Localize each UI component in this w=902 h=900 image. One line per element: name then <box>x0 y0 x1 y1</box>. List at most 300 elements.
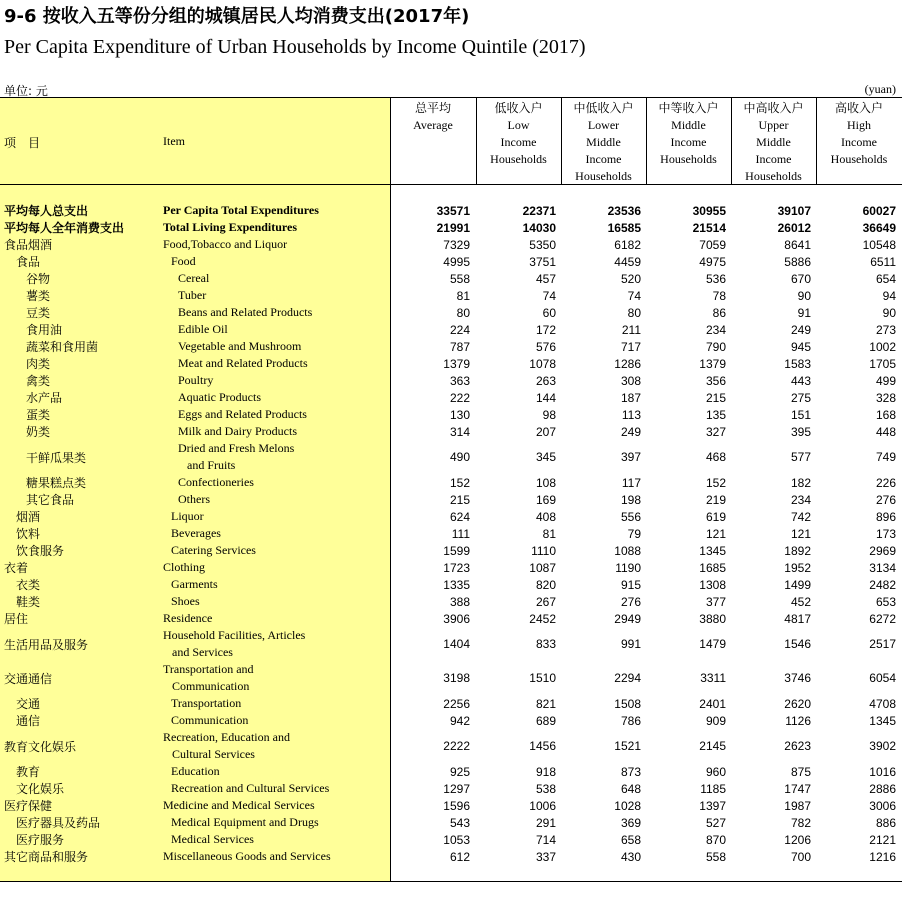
cell-value: 151 <box>790 407 811 422</box>
cell-value: 172 <box>535 322 556 337</box>
row-label-en-line: Total Living Expenditures <box>163 220 298 234</box>
column-header-en: Households <box>575 169 632 183</box>
cell-value: 1747 <box>784 781 811 796</box>
cell-value: 14030 <box>522 220 556 235</box>
cell-value: 790 <box>705 339 726 354</box>
cell-value: 4975 <box>699 254 726 269</box>
row-label-en <box>171 593 200 610</box>
column-header <box>561 100 646 184</box>
table-row <box>0 593 902 610</box>
row-label-en-line: Others <box>178 492 210 506</box>
cell-value: 6511 <box>870 254 896 269</box>
row-label-en <box>178 389 261 406</box>
row-label-en-line: and Services <box>172 645 233 659</box>
cell-value: 1404 <box>443 637 470 651</box>
table-row <box>0 848 902 865</box>
row-label-en-line: Tuber <box>178 288 207 302</box>
row-label-en <box>178 270 209 287</box>
row-label-en-line: Education <box>171 764 220 778</box>
cell-value: 714 <box>535 832 556 847</box>
row-label-en <box>178 372 213 389</box>
row-label-en-line: Liquor <box>171 509 204 523</box>
cell-value: 39107 <box>777 203 811 218</box>
row-label-cn: 平均每人全年消费支出 <box>4 221 125 235</box>
row-label-en-line: Household Facilities, Articles <box>163 628 306 642</box>
cell-value: 135 <box>705 407 726 422</box>
cell-value: 249 <box>620 424 641 439</box>
cell-value: 273 <box>875 322 896 337</box>
cell-value: 1499 <box>784 577 811 592</box>
column-header-en: Middle <box>586 135 621 149</box>
cell-value: 395 <box>790 424 811 439</box>
table-row <box>0 389 902 406</box>
row-label-en <box>163 797 315 814</box>
cell-value: 6182 <box>614 237 641 252</box>
cell-value: 10548 <box>862 237 896 252</box>
cell-value: 653 <box>875 594 896 609</box>
row-label-en-line: Medicine and Medical Services <box>163 798 315 812</box>
cell-value: 215 <box>705 390 726 405</box>
row-label-cn: 衣类 <box>16 578 41 592</box>
row-label-en <box>178 321 228 338</box>
row-label-cn: 交通通信 <box>4 671 53 686</box>
table-row <box>0 270 902 287</box>
cell-value: 648 <box>620 781 641 796</box>
table-row <box>0 610 902 627</box>
row-label-cn: 居住 <box>4 612 29 626</box>
cell-value: 1126 <box>785 713 811 728</box>
row-label-cn: 饮料 <box>16 527 41 541</box>
cell-value: 3198 <box>443 671 470 685</box>
cell-value: 356 <box>705 373 726 388</box>
cell-value: 222 <box>449 390 470 405</box>
row-label-cn: 医疗服务 <box>16 833 65 847</box>
cell-value: 5350 <box>529 237 556 252</box>
column-header <box>731 100 816 184</box>
table-row <box>0 729 902 763</box>
cell-value: 219 <box>705 492 726 507</box>
cell-value: 130 <box>449 407 470 422</box>
cell-value: 558 <box>705 849 726 864</box>
cell-value: 117 <box>621 475 641 490</box>
cell-value: 94 <box>882 288 896 303</box>
cell-value: 90 <box>882 305 896 320</box>
row-label-en-line: Confectioneries <box>178 475 254 489</box>
cell-value: 182 <box>790 475 811 490</box>
cell-value: 7059 <box>699 237 726 252</box>
cell-value: 121 <box>705 526 726 541</box>
table-row <box>0 440 902 474</box>
column-header-en: Households <box>830 152 888 166</box>
cell-value: 7329 <box>443 237 470 252</box>
cell-value: 33571 <box>436 203 470 218</box>
row-label-en <box>171 831 254 848</box>
row-label-en <box>163 627 305 661</box>
cell-value: 1206 <box>784 832 811 847</box>
table-row <box>0 712 902 729</box>
cell-value: 457 <box>535 271 556 286</box>
row-label-en-line: Poultry <box>178 373 214 387</box>
cell-value: 169 <box>535 492 556 507</box>
cell-value: 2401 <box>699 696 726 711</box>
cell-value: 2256 <box>443 696 470 711</box>
cell-value: 2517 <box>869 637 896 651</box>
row-label-en-line: Food <box>171 254 196 268</box>
row-label-en <box>171 253 196 270</box>
top-rule <box>0 97 902 98</box>
table-row <box>0 219 902 236</box>
cell-value: 3746 <box>784 671 811 685</box>
column-header <box>390 100 476 184</box>
cell-value: 1397 <box>699 798 726 813</box>
cell-value: 78 <box>712 288 726 303</box>
cell-value: 90 <box>797 288 811 303</box>
cell-value: 91 <box>797 305 811 320</box>
cell-value: 1892 <box>784 543 811 558</box>
row-label-en-line: Milk and Dairy Products <box>178 424 297 438</box>
cell-value: 363 <box>449 373 470 388</box>
row-label-en <box>163 559 205 576</box>
row-label-en-line: Medical Services <box>171 832 254 846</box>
cell-value: 1508 <box>614 696 641 711</box>
row-label-en-line: Cultural Services <box>172 747 255 761</box>
cell-value: 337 <box>535 849 556 864</box>
row-label-en-line: Eggs and Related Products <box>178 407 307 421</box>
cell-value: 821 <box>535 696 556 711</box>
row-label-en-line: Dried and Fresh Melons <box>178 441 295 455</box>
cell-value: 960 <box>705 764 726 779</box>
cell-value: 111 <box>451 526 470 541</box>
cell-value: 1583 <box>784 356 811 371</box>
cell-value: 468 <box>705 450 726 464</box>
column-header-cn: 总平均 <box>414 101 451 115</box>
cell-value: 909 <box>705 713 726 728</box>
cell-value: 875 <box>790 764 811 779</box>
cell-value: 234 <box>790 492 811 507</box>
cell-value: 1521 <box>614 739 641 753</box>
cell-value: 1379 <box>699 356 726 371</box>
cell-value: 2949 <box>614 611 641 626</box>
column-header <box>816 100 902 184</box>
cell-value: 1723 <box>443 560 470 575</box>
cell-value: 144 <box>535 390 556 405</box>
cell-value: 80 <box>456 305 470 320</box>
row-label-cn: 衣着 <box>4 561 29 575</box>
column-header-en: Income <box>670 135 707 149</box>
cell-value: 263 <box>535 373 556 388</box>
cell-value: 1088 <box>614 543 641 558</box>
cell-value: 1286 <box>614 356 641 371</box>
unit-label-en: (yuan) <box>864 82 896 96</box>
cell-value: 1705 <box>869 356 896 371</box>
cell-value: 612 <box>449 849 470 864</box>
table-row <box>0 508 902 525</box>
cell-value: 224 <box>449 322 470 337</box>
cell-value: 3880 <box>699 611 726 626</box>
column-header-en: Income <box>585 152 622 166</box>
cell-value: 3006 <box>869 798 896 813</box>
row-label-cn: 生活用品及服务 <box>4 637 89 652</box>
cell-value: 717 <box>620 339 641 354</box>
cell-value: 670 <box>790 271 811 286</box>
cell-value: 556 <box>620 509 641 524</box>
row-label-en-line: Communication <box>171 713 249 727</box>
cell-value: 81 <box>456 288 470 303</box>
row-label-en <box>171 542 256 559</box>
row-label-cn: 食品烟酒 <box>4 238 53 252</box>
table-row <box>0 814 902 831</box>
row-label-cn: 文化娱乐 <box>16 782 65 796</box>
cell-value: 2623 <box>784 739 811 753</box>
cell-value: 786 <box>620 713 641 728</box>
row-label-cn: 干鲜瓜果类 <box>26 450 87 465</box>
cell-value: 945 <box>790 339 811 354</box>
table-row <box>0 831 902 848</box>
cell-value: 1345 <box>699 543 726 558</box>
row-label-cn: 蛋类 <box>26 408 51 422</box>
column-header-en: Income <box>755 152 792 166</box>
column-header-en: Income <box>841 135 877 149</box>
table-row <box>0 355 902 372</box>
table-body <box>0 202 902 865</box>
cell-value: 820 <box>535 577 556 592</box>
cell-value: 249 <box>790 322 811 337</box>
cell-value: 369 <box>620 815 641 830</box>
row-label-cn: 教育 <box>16 765 41 779</box>
row-label-en-line: Cereal <box>178 271 210 285</box>
cell-value: 1002 <box>869 339 896 354</box>
cell-value: 1952 <box>784 560 811 575</box>
cell-value: 388 <box>449 594 470 609</box>
row-label-cn: 水产品 <box>26 391 63 405</box>
row-label-cn: 通信 <box>16 714 41 728</box>
column-header-en: Upper <box>758 118 789 132</box>
cell-value: 443 <box>790 373 811 388</box>
row-label-en-line: Medical Equipment and Drugs <box>171 815 319 829</box>
cell-value: 267 <box>535 594 556 609</box>
cell-value: 1053 <box>443 832 470 847</box>
table-row <box>0 406 902 423</box>
cell-value: 1685 <box>699 560 726 575</box>
cell-value: 80 <box>627 305 641 320</box>
table-row <box>0 797 902 814</box>
cell-value: 408 <box>535 509 556 524</box>
row-label-en <box>178 406 307 423</box>
cell-value: 113 <box>621 407 641 422</box>
cell-value: 833 <box>535 637 556 651</box>
row-label-cn: 豆类 <box>26 306 51 320</box>
table-row <box>0 253 902 270</box>
cell-value: 1078 <box>529 356 556 371</box>
cell-value: 1510 <box>529 671 556 685</box>
row-label-en <box>171 763 220 780</box>
row-label-en <box>171 525 221 542</box>
row-label-en-line: Residence <box>163 611 213 625</box>
row-label-en <box>171 576 218 593</box>
cell-value: 198 <box>620 492 641 507</box>
cell-value: 490 <box>449 450 470 464</box>
row-label-en <box>171 780 329 797</box>
table-row <box>0 202 902 219</box>
row-label-en-line: Clothing <box>163 560 206 574</box>
row-label-en <box>163 848 331 865</box>
cell-value: 520 <box>620 271 641 286</box>
cell-value: 991 <box>620 637 641 651</box>
cell-value: 1028 <box>614 798 641 813</box>
row-label-en-line: Edible Oil <box>178 322 228 336</box>
row-label-cn: 薯类 <box>26 289 51 303</box>
column-header <box>476 100 561 184</box>
row-label-en <box>178 355 308 372</box>
cell-value: 314 <box>449 424 470 439</box>
row-label-cn: 医疗器具及药品 <box>16 816 101 830</box>
cell-value: 576 <box>535 339 556 354</box>
cell-value: 782 <box>790 815 811 830</box>
cell-value: 1987 <box>784 798 811 813</box>
cell-value: 152 <box>705 475 726 490</box>
cell-value: 30955 <box>692 203 726 218</box>
cell-value: 1297 <box>443 781 470 796</box>
cell-value: 121 <box>790 526 811 541</box>
cell-value: 1345 <box>869 713 896 728</box>
cell-value: 543 <box>449 815 470 830</box>
cell-value: 98 <box>542 407 556 422</box>
row-label-en-line: and Fruits <box>187 458 236 472</box>
row-label-en <box>178 423 297 440</box>
column-header-en: Households <box>490 152 547 166</box>
cell-value: 1379 <box>443 356 470 371</box>
cell-value: 658 <box>620 832 641 847</box>
cell-value: 4817 <box>784 611 811 626</box>
cell-value: 527 <box>705 815 726 830</box>
cell-value: 397 <box>620 450 641 464</box>
cell-value: 1335 <box>443 577 470 592</box>
column-header-en: High <box>847 118 871 132</box>
row-label-cn: 奶类 <box>26 425 51 439</box>
cell-value: 187 <box>620 390 641 405</box>
column-header-en: Middle <box>671 118 706 132</box>
cell-value: 1087 <box>529 560 556 575</box>
table-row <box>0 304 902 321</box>
row-label-cn: 肉类 <box>26 357 51 371</box>
row-label-en <box>163 729 290 763</box>
row-label-en <box>178 304 312 321</box>
cell-value: 21514 <box>692 220 726 235</box>
row-label-cn: 食品 <box>16 255 41 269</box>
cell-value: 2452 <box>529 611 556 626</box>
row-label-en-line: Recreation and Cultural Services <box>171 781 330 795</box>
row-label-en-line: Food,Tobacco and Liquor <box>163 237 288 251</box>
row-label-en-line: Garments <box>171 577 218 591</box>
cell-value: 21991 <box>436 220 470 235</box>
column-header-cn: 中高收入户 <box>743 101 804 115</box>
cell-value: 2620 <box>784 696 811 711</box>
cell-value: 60 <box>542 305 556 320</box>
table-row <box>0 338 902 355</box>
cell-value: 689 <box>535 713 556 728</box>
cell-value: 26012 <box>777 220 811 235</box>
row-label-en-line: Per Capita Total Expenditures <box>163 203 319 217</box>
row-label-en-line: Beans and Related Products <box>178 305 313 319</box>
table-row <box>0 236 902 253</box>
cell-value: 448 <box>875 424 896 439</box>
row-label-en-line: Miscellaneous Goods and Services <box>163 849 331 863</box>
cell-value: 22371 <box>522 203 556 218</box>
cell-value: 226 <box>875 475 896 490</box>
row-label-en <box>178 440 294 474</box>
row-label-en-line: Beverages <box>171 526 221 540</box>
table-title-en: Per Capita Expenditure of Urban Households by Income Quintile (2017) <box>4 36 586 58</box>
table-row <box>0 576 902 593</box>
cell-value: 5886 <box>784 254 811 269</box>
column-header-en: Low <box>507 118 530 132</box>
cell-value: 918 <box>535 764 556 779</box>
row-label-en-line: Transportation <box>171 696 242 710</box>
cell-value: 4995 <box>443 254 470 269</box>
cell-value: 16585 <box>607 220 641 235</box>
cell-value: 2222 <box>443 739 470 753</box>
cell-value: 234 <box>705 322 726 337</box>
table-row <box>0 661 902 695</box>
cell-value: 8641 <box>784 237 811 252</box>
cell-value: 36649 <box>862 220 896 235</box>
cell-value: 3134 <box>869 560 896 575</box>
unit-label-cn: 单位: 元 <box>4 84 48 98</box>
cell-value: 2145 <box>699 739 726 753</box>
cell-value: 3902 <box>869 739 896 753</box>
row-label-cn: 烟酒 <box>16 510 41 524</box>
column-header-cn: 中等收入户 <box>658 101 719 115</box>
table-row <box>0 491 902 508</box>
row-label-cn: 交通 <box>16 697 41 711</box>
cell-value: 207 <box>535 424 556 439</box>
cell-value: 499 <box>875 373 896 388</box>
row-label-cn: 医疗保健 <box>4 799 53 813</box>
row-label-cn: 饮食服务 <box>16 544 65 558</box>
cell-value: 452 <box>790 594 811 609</box>
cell-value: 624 <box>449 509 470 524</box>
cell-value: 654 <box>875 271 896 286</box>
cell-value: 4708 <box>869 696 896 711</box>
row-label-en <box>163 219 297 236</box>
cell-value: 74 <box>542 288 556 303</box>
cell-value: 152 <box>449 475 470 490</box>
table-row <box>0 542 902 559</box>
cell-value: 3751 <box>529 254 556 269</box>
cell-value: 275 <box>790 390 811 405</box>
cell-value: 1110 <box>531 543 556 558</box>
row-label-cn: 其它食品 <box>26 493 75 507</box>
cell-value: 327 <box>705 424 726 439</box>
row-label-en <box>178 491 210 508</box>
row-label-en <box>171 712 248 729</box>
cell-value: 1216 <box>869 849 896 864</box>
row-label-cn: 谷物 <box>26 272 51 286</box>
cell-value: 925 <box>449 764 470 779</box>
row-label-en-line: Recreation, Education and <box>163 730 290 744</box>
cell-value: 1546 <box>784 637 811 651</box>
column-header-cn: 高收入户 <box>834 101 883 115</box>
row-label-cn: 食用油 <box>26 323 63 337</box>
row-label-en <box>163 236 287 253</box>
table-row <box>0 423 902 440</box>
cell-value: 2294 <box>614 671 641 685</box>
cell-value: 3906 <box>443 611 470 626</box>
cell-value: 915 <box>620 577 641 592</box>
row-label-en-line: Vegetable and Mushroom <box>178 339 302 353</box>
cell-value: 23536 <box>607 203 641 218</box>
column-header-en: Households <box>660 152 717 166</box>
